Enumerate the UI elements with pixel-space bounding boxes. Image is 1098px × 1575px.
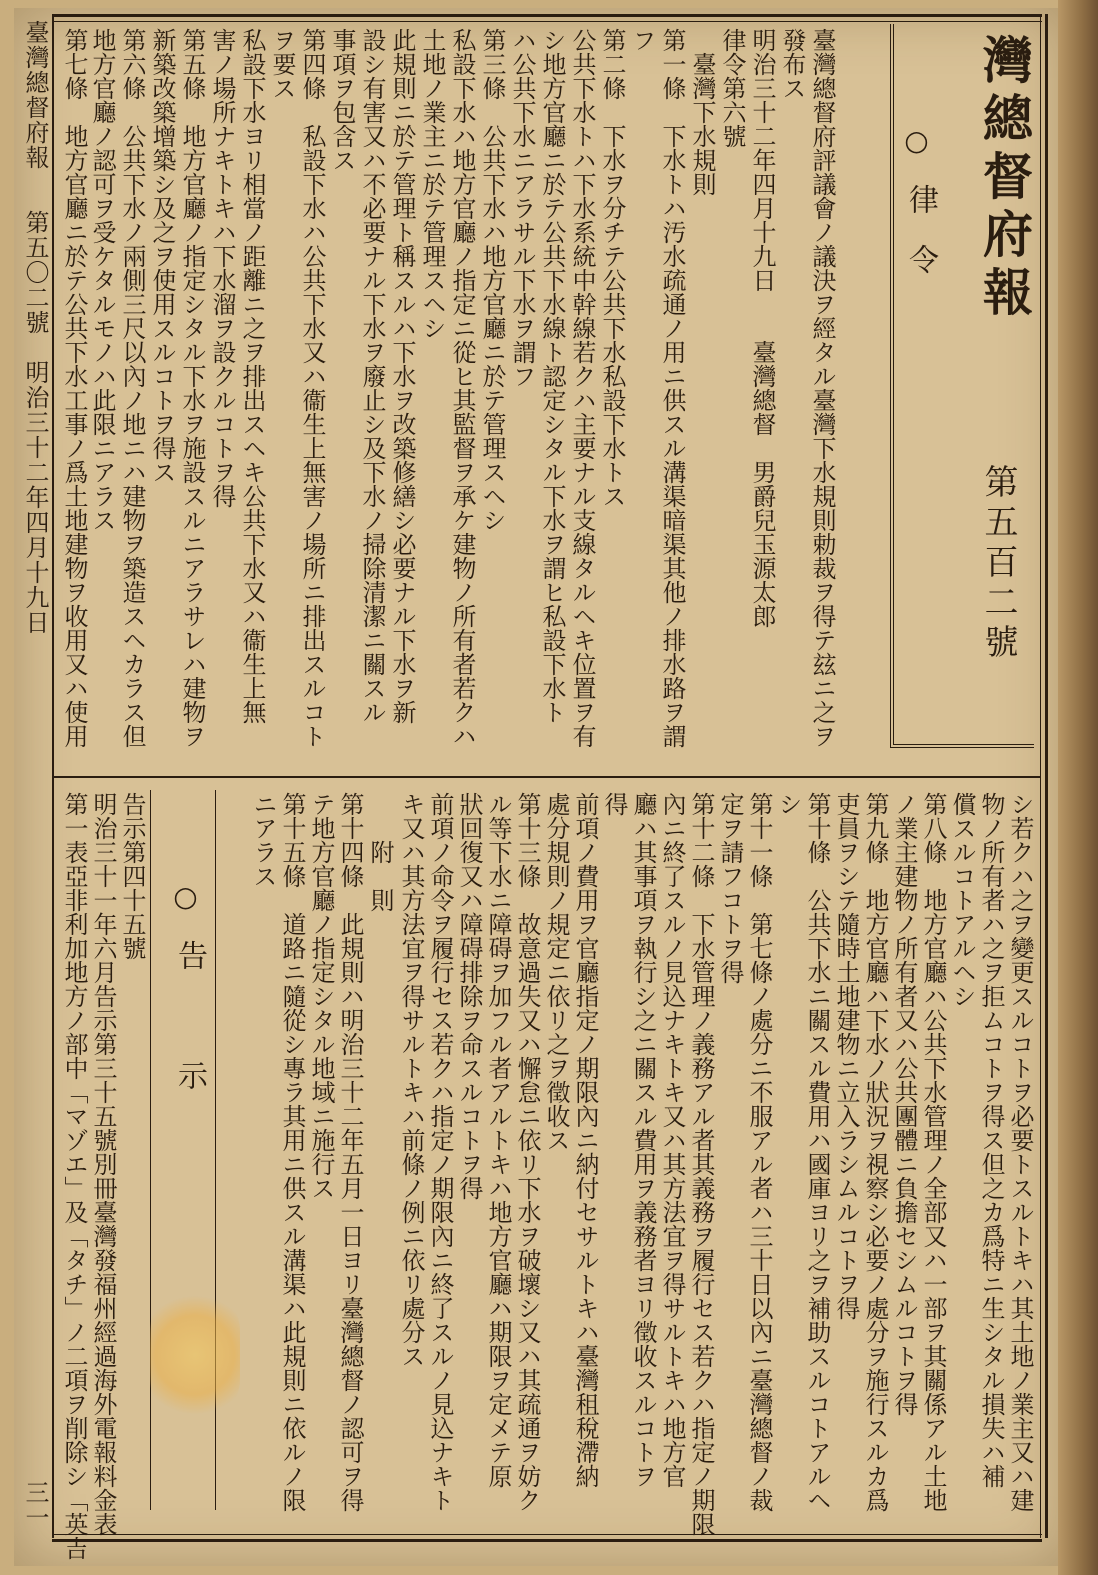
margin-issue-number: 第五〇二號 — [21, 210, 49, 335]
text-column: 物ノ所有者ハ之ヲ拒ムコトヲ得ス但之カ爲特ニ生シタル損失ハ補 — [977, 792, 1005, 1488]
text-column: 第三條 公共下水ハ地方官廳ニ於テ管理スヘシ — [478, 28, 506, 532]
text-column: 第九條 地方官廳ハ下水ノ狀況ヲ視察シ必要ノ處分ヲ施行スルカ爲 — [861, 792, 889, 1512]
book-spine — [1058, 0, 1098, 1575]
text-column: 第四條 私設下水ハ公共下水又ハ衞生上無害ノ場所ニ排出スルコト — [298, 28, 326, 748]
notice-number: 告示第四十五號 — [118, 792, 146, 960]
notice-section-heading: 告示 — [172, 940, 207, 1180]
text-column: 得 — [600, 792, 628, 816]
text-column: 第八條 地方官廳ハ公共下水管理ノ全部又ハ一部ヲ其關係アル土地 — [919, 792, 947, 1512]
masthead-issue: 第五百二號 — [978, 464, 1018, 664]
text-column: シ — [774, 792, 802, 816]
text-column: 第十四條 此規則ハ明治三十二年五月一日ヨリ臺灣總督ノ認可ヲ得 — [336, 792, 364, 1512]
text-column: 處分規則ノ規定ニ依リ之ヲ徵收ス — [542, 792, 570, 1152]
frame-bottom-rule — [52, 1534, 1042, 1542]
text-column: 第二條 下水ヲ分チテ公共下水私設下水トス — [598, 28, 626, 508]
supplementary-heading: 附 則 — [366, 792, 394, 912]
text-column: 公共下水トハ下水系統中幹線若クハ主要ナル支線タルヘキ位置ヲ有 — [568, 28, 596, 748]
text-column: 事項ヲ包含ス — [328, 28, 356, 172]
text-column: 臺灣下水規則 — [688, 28, 716, 196]
margin-date: 明治三十二年四月十九日 — [21, 360, 49, 635]
text-column: 設シ有害又ハ不必要ナル下水ヲ廢止シ及下水ノ掃除清潔ニ關スル — [358, 28, 386, 724]
margin-paper-title: 臺灣總督府報 — [21, 20, 49, 170]
notice-section-mark: ○ — [169, 880, 202, 913]
frame-top-rule — [52, 14, 1042, 22]
text-column: 明治三十二年四月十九日 臺灣總督 男爵兒玉源太郎 — [748, 28, 776, 628]
text-column: 第十二條 下水管理ノ義務アル者其義務ヲ履行セス若クハ指定ノ期限 — [687, 792, 715, 1536]
masthead-title: 灣總督府報 — [975, 34, 1034, 324]
text-column: ノ業主建物ノ所有者又ハ公共團體ニ負擔セシムルコトヲ得 — [890, 792, 918, 1416]
text-column: 第六條 公共下水ノ兩側三尺以內ノ地ニハ建物ヲ築造スヘカラス但 — [118, 28, 146, 748]
text-column: 第一條 下水トハ汚水疏通ノ用ニ供スル溝渠暗渠其他ノ排水路ヲ謂 — [658, 28, 686, 748]
text-column: 私設下水ヨリ相當ノ距離ニ之ヲ排出スヘキ公共下水又ハ衞生上無 — [238, 28, 266, 724]
text-column: ハ公共下水ニアラサル下水ヲ謂フ — [508, 28, 536, 388]
text-column: ヲ要ス — [268, 28, 296, 100]
text-column: シ若クハ之ヲ變更スルコトヲ必要トスルトキハ其土地ノ業主又ハ建 — [1006, 792, 1034, 1512]
text-column: ニアラス — [249, 792, 277, 888]
text-column: 新築改築增築シ及之ヲ使用スルコトヲ得ス — [148, 28, 176, 484]
frame-right-rule — [1040, 14, 1048, 1538]
text-column: 害ノ場所ナキトキハ下水溜ヲ設クルコトヲ得 — [208, 28, 236, 508]
section-divider — [54, 776, 1040, 778]
text-column: 狀回復又ハ障碍排除ヲ命スルコトヲ得 — [455, 792, 483, 1200]
text-column: 定ヲ請フコトヲ得 — [716, 792, 744, 984]
text-column: 前項ノ費用ヲ官廳指定ノ期限內ニ納付セサルトキハ臺灣租稅滯納 — [571, 792, 599, 1488]
text-column: キ又ハ其方法宜ヲ得サルトキハ前條ノ例ニ依リ處分ス — [397, 792, 425, 1368]
text-column: テ地方官廳ノ指定シタル地域ニ施行ス — [307, 792, 335, 1200]
text-column: 土地ノ業主ニ於テ管理スヘシ — [418, 28, 446, 340]
text-column: フ — [628, 28, 656, 52]
text-column: 此規則ニ於テ管理ト稱スルハ下水ヲ改築修繕シ必要ナル下水ヲ新 — [388, 28, 416, 724]
text-column: ル等下水ニ障碍ヲ加フル者アルトキハ地方官廳ハ期限ヲ定メテ原 — [484, 792, 512, 1488]
text-column: 第七條 地方官廳ニ於テ公共下水工事ノ爲土地建物ヲ收用又ハ使用 — [60, 28, 88, 748]
text-column: 第十五條 道路ニ隨從シ專ラ其用ニ供スル溝渠ハ此規則ニ依ルノ限 — [278, 792, 306, 1512]
library-watermark-stamp — [150, 1290, 240, 1420]
law-section-mark: ○ — [900, 124, 933, 157]
text-column: 律令第六號 — [718, 28, 746, 148]
text-column: 第十三條 故意過失又ハ懈怠ニ依リ下水ヲ破壞シ又ハ其疏通ヲ妨ク — [513, 792, 541, 1512]
text-column: シ地方官廳ニ於テ公共下水線ト認定シタル下水ヲ謂ヒ私設下水ト — [538, 28, 566, 724]
text-column: 吏員ヲシテ隨時土地建物ニ立入ラシムルコトヲ得 — [832, 792, 860, 1320]
text-column: 發布ス — [778, 28, 806, 100]
law-section-heading: 律令 — [903, 184, 938, 304]
text-column: 償スルコトアルヘシ — [948, 792, 976, 1008]
margin-page-number: 三一 — [21, 1480, 49, 1530]
text-column: 明治三十一年六月告示第三十五號別冊臺灣發福州經過海外電報料金表 — [89, 792, 117, 1536]
text-column: 廳ハ其事項ヲ執行シ之ニ關スル費用ヲ義務者ヨリ徵收スルコトヲ — [629, 792, 657, 1488]
text-column: 第五條 地方官廳ノ指定シタル下水ヲ施設スルニアラサレハ建物ヲ — [178, 28, 206, 748]
text-column: 前項ノ命令ヲ履行セス若クハ指定ノ期限內ニ終了スルノ見込ナキト — [426, 792, 454, 1512]
text-column: 第一表亞非利加地方ノ部中「マゾエ」及「タチ」ノ二項ヲ削除シ「英吉 — [60, 792, 88, 1560]
masthead-block — [890, 24, 1034, 748]
text-column: 地方官廳ノ認可ヲ受ケタルモノハ此限ニアラス — [88, 28, 116, 532]
text-column: 臺灣總督府評議會ノ議決ヲ經タル臺灣下水規則勅裁ヲ得テ玆ニ之ヲ — [808, 28, 836, 748]
text-column: 第十一條 第七條ノ處分ニ不服アル者ハ三十日以內ニ臺灣總督ノ裁 — [745, 792, 773, 1512]
text-column: 第十條 公共下水ニ關スル費用ハ國庫ヨリ之ヲ補助スルコトアルヘ — [803, 792, 831, 1512]
text-column: 內ニ終了スルノ見込ナキトキ又ハ其方法宜ヲ得サルトキハ地方官 — [658, 792, 686, 1488]
text-column: 私設下水ハ地方官廳ノ指定ニ從ヒ其監督ヲ承ケ建物ノ所有者若クハ — [448, 28, 476, 748]
